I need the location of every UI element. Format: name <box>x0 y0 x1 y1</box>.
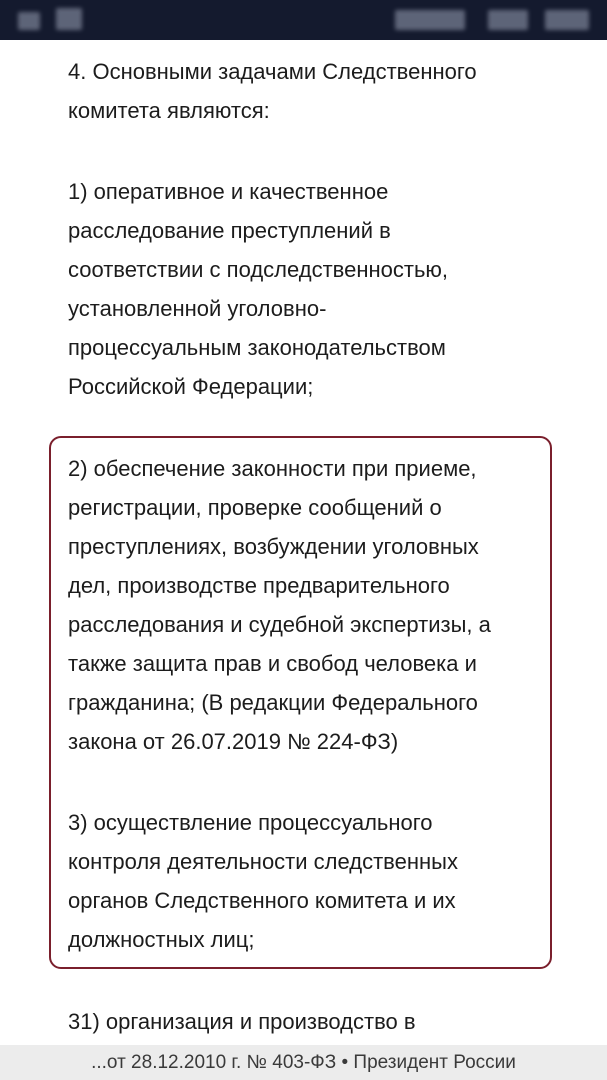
status-bar <box>0 0 607 40</box>
text-line: органов Следственного комитета и их <box>68 888 456 913</box>
item-2-paragraph <box>68 449 558 761</box>
text-line: преступлениях, возбуждении уголовных <box>68 534 479 559</box>
item-3-paragraph <box>68 803 558 959</box>
text-line: процессуальным законодательством <box>68 335 446 360</box>
status-icon-right-2 <box>488 10 528 30</box>
source-link[interactable]: ...от 28.12.2010 г. № 403-ФЗ • Президент России <box>0 1045 607 1080</box>
status-icon-left-2 <box>56 8 82 30</box>
text-line: должностных лиц; <box>68 927 255 952</box>
text-line: 1) оперативное и качественное <box>68 179 389 204</box>
text-line: также защита прав и свобод человека и <box>68 651 477 676</box>
text-line: Российской Федерации; <box>68 374 314 399</box>
intro-paragraph <box>68 52 558 130</box>
text-line: 4. Основными задачами Следственного <box>68 59 477 84</box>
text-line: дел, производстве предварительного <box>68 573 450 598</box>
text-line: закона от 26.07.2019 № 224-ФЗ) <box>68 729 399 754</box>
item-1-paragraph <box>68 172 558 406</box>
item-31-paragraph <box>68 1002 558 1041</box>
status-icon-left <box>18 12 40 30</box>
document-content <box>0 40 607 1045</box>
text-line: 31) организация и производство в <box>68 1009 416 1034</box>
status-icon-right <box>395 10 465 30</box>
status-icon-right-3 <box>545 10 589 30</box>
text-line: соответствии с подследственностью, <box>68 257 449 282</box>
text-line: гражданина; (В редакции Федерального <box>68 690 478 715</box>
text-line: комитета являются: <box>68 98 270 123</box>
text-line: регистрации, проверке сообщений о <box>68 495 442 520</box>
text-line: расследования и судебной экспертизы, а <box>68 612 491 637</box>
text-line: установленной уголовно- <box>68 296 327 321</box>
text-line: 2) обеспечение законности при приеме, <box>68 456 477 481</box>
text-line: 3) осуществление процессуального <box>68 810 433 835</box>
text-line: расследование преступлений в <box>68 218 391 243</box>
text-line: контроля деятельности следственных <box>68 849 458 874</box>
